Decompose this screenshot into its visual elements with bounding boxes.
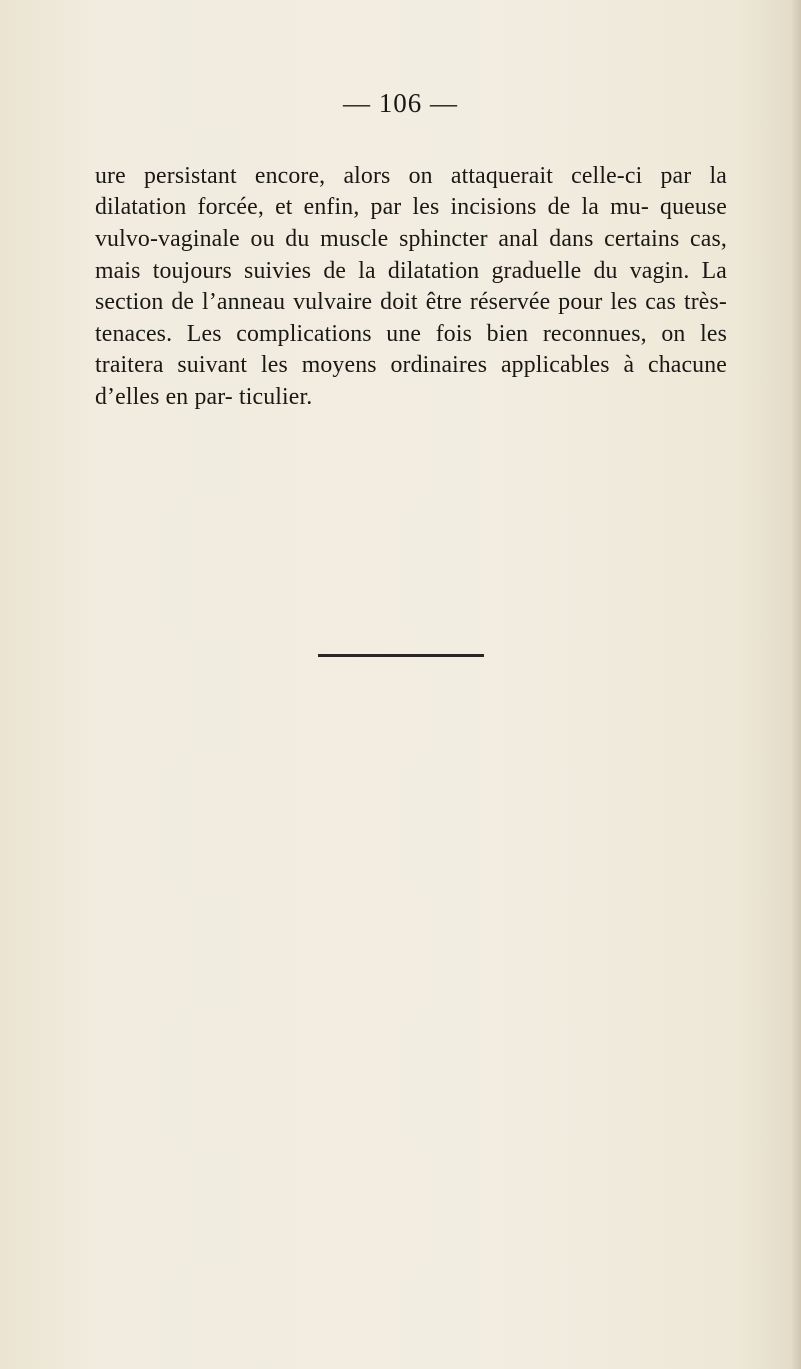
page-number: — 106 — [343,88,458,118]
page-edge-shadow [791,0,801,1369]
section-divider-rule [318,654,484,657]
body-paragraph: ure persistant encore, alors on attaquerait celle-ci par la dilatation forcée, et enfin, par les incisions de la mu- queuse vulvo-vaginale ou du muscle sphincter anal dans certains cas, mais toujours suivies de la dilatation graduelle du vagin. La section de l’anneau vulvaire doit être réservée pour les cas très-tenaces. Les complications une fois bien reconnues, on les traitera suivant les moyens ordinaires applicables à chacune d’elles en par- ticulier. [95,162,727,410]
